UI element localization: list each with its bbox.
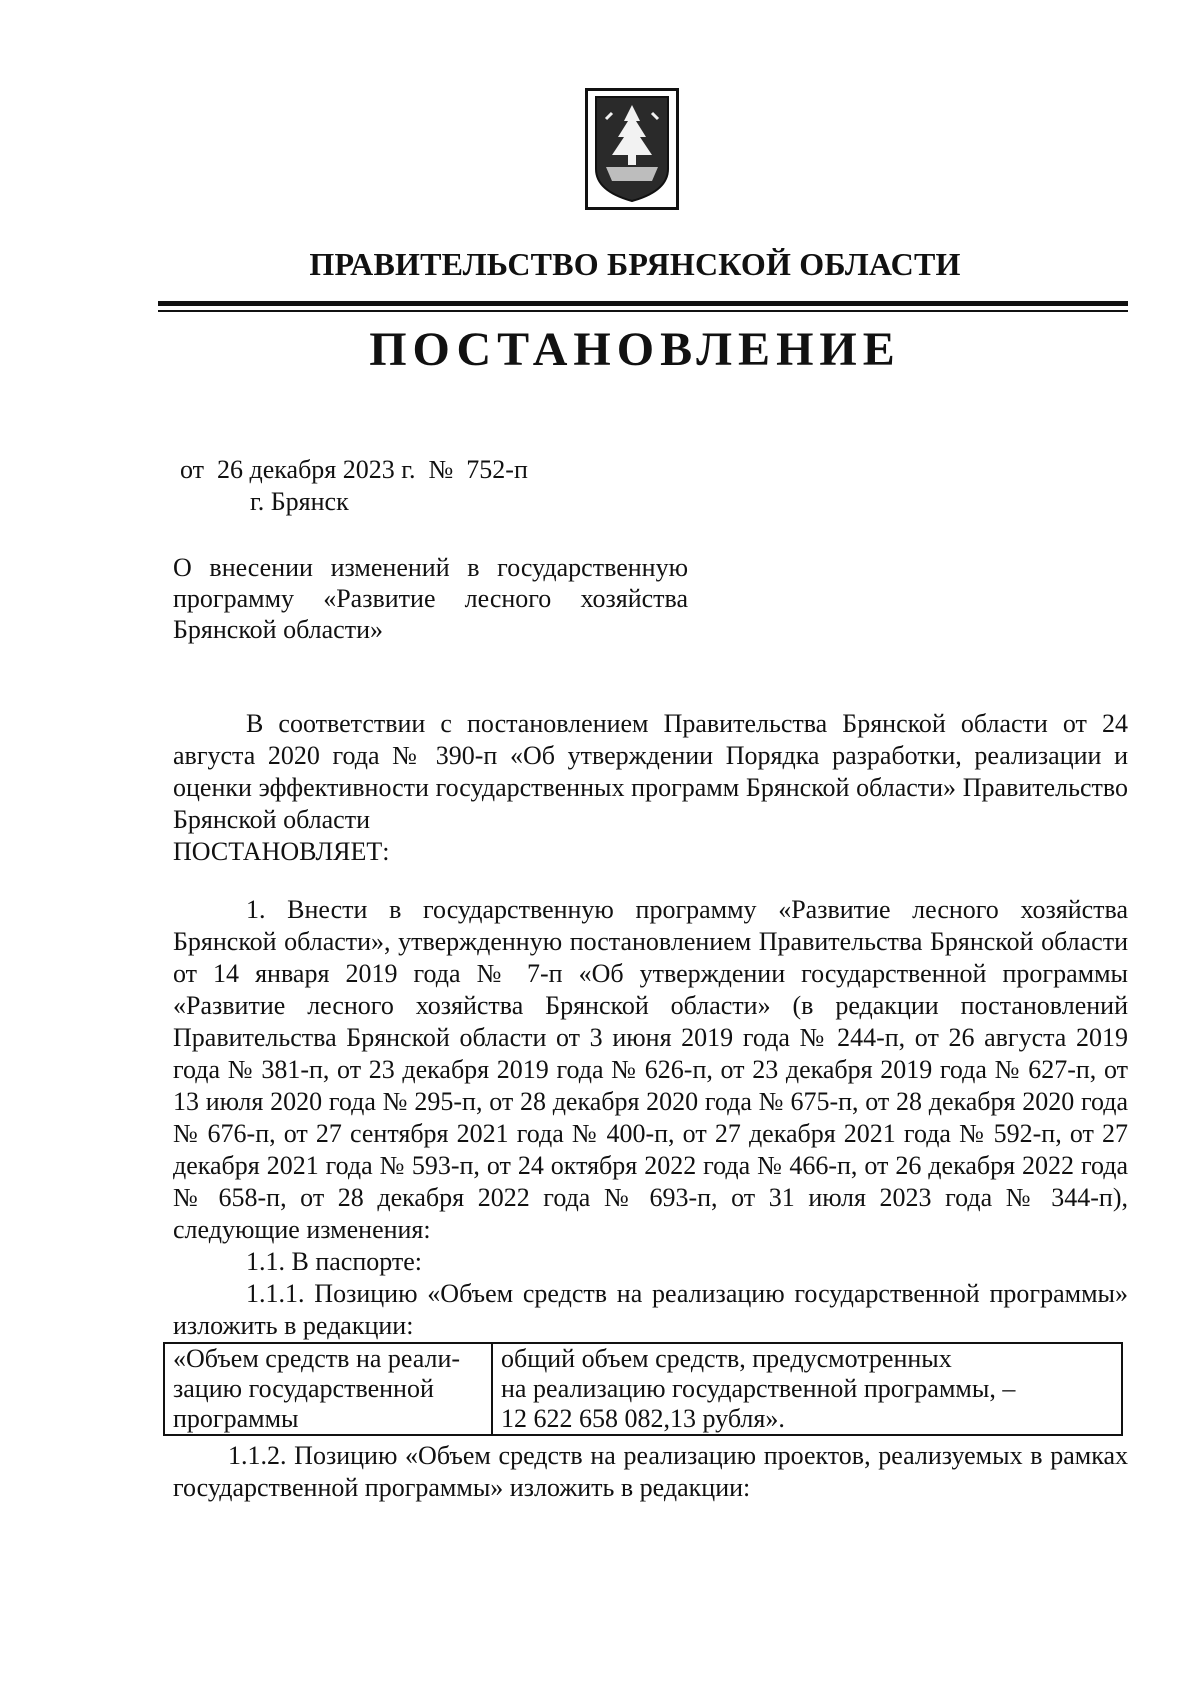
table-cell-value: общий объем средств, предусмотренных на реализацию государственной программы, – 12 622 658 082,13 рубля». — [492, 1343, 1122, 1435]
preamble-paragraph: В соответствии с постановлением Правительства Брянской области от 24 августа 2020 года № 390-п «Об утверждении Порядка разработки, реализации и оценки эффективности государственных программ Брянской области» Правительство Брянской области — [173, 709, 1128, 834]
document-type: ПОСТАНОВЛЕНИЕ — [369, 323, 901, 376]
table-row — [164, 1343, 1122, 1435]
header-rule-thin — [158, 310, 1128, 312]
city: г. Брянск — [250, 487, 349, 516]
table-cell-label: «Объем средств на реали- зацию государственной программы — [164, 1343, 492, 1435]
government-title: ПРАВИТЕЛЬСТВО БРЯНСКОЙ ОБЛАСТИ — [309, 246, 961, 282]
item-1-1-2-paragraph: 1.1.2. Позицию «Объем средств на реализацию проектов, реализуемых в рамках государственной программы» изложить в редакции: — [173, 1441, 1128, 1502]
item-1-1-1-paragraph: 1.1.1. Позицию «Объем средств на реализацию государственной программы» изложить в редакции: — [173, 1279, 1128, 1340]
document-subject: О внесении изменений в государственную программу «Развитие лесного хозяйства Брянской области» — [173, 553, 688, 644]
document-body — [173, 708, 1128, 1504]
date-number: от 26 декабря 2023 г. № 752-п — [180, 455, 528, 484]
item-1-paragraph: 1. Внести в государственную программу «Развитие лесного хозяйства Брянской области», утвержденную постановлением Правительства Брянской области от 14 января 2019 года № 7-п «Об утверждении государственной программы «Развитие лесного хозяйства Брянской области» (в редакции постановлений Правительства Брянской области от 3 июня 2019 года № 244-п, от 26 августа 2019 года № 381-п, от 23 декабря 2019 года № 626-п, от 23 декабря 2019 года № 627-п, от 13 июля 2020 года № 295-п, от 28 декабря 2020 года № 675-п, от 28 декабря 2020 года № 676-п, от 27 сентября 2021 года № 400-п, от 27 декабря 2021 года № 592-п, от 27 декабря 2021 года № 593-п, от 24 октября 2022 года № 466-п, от 26 декабря 2022 года № 658-п, от 28 декабря 2022 года № 693-п, от 31 июля 2023 года № 344-п), следующие изменения: — [173, 895, 1128, 1244]
resolves-line: ПОСТАНОВЛЯЕТ: — [173, 837, 390, 866]
header-rule-thick — [158, 301, 1128, 306]
passport-table — [163, 1342, 1123, 1436]
document-meta — [180, 454, 528, 518]
item-1-1-paragraph: 1.1. В паспорте: — [246, 1247, 423, 1276]
coat-of-arms-icon — [585, 88, 679, 210]
